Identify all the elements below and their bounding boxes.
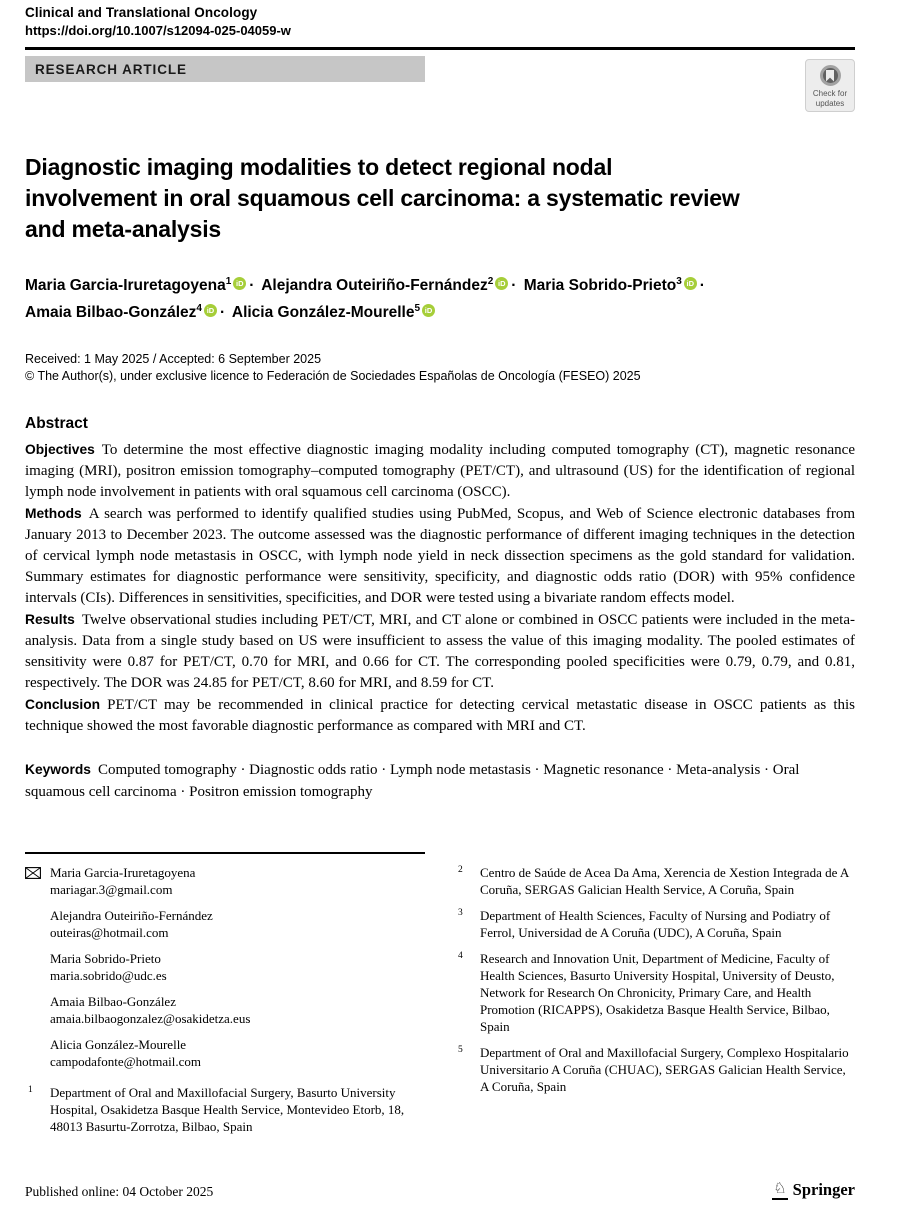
affiliation-number: 2 <box>458 865 463 875</box>
orcid-icon[interactable]: iD <box>495 277 508 290</box>
correspondence-entry <box>25 993 425 1027</box>
affiliation-text: Research and Innovation Unit, Department of Medicine, Faculty of Health Sciences, Basurto University Hospital, University of Deusto, Network for Research On Chronicity, Primary Care, and Health Promotion (RICAPPS), Osakidetza Basque Health Service, Bilbao, Spain <box>480 951 835 1034</box>
header-rule <box>25 47 855 50</box>
correspondence-email[interactable]: outeiras@hotmail.com <box>50 925 169 940</box>
bookmark-icon <box>820 65 841 86</box>
affiliation-5 <box>455 1044 855 1095</box>
author-4: Amaia Bilbao-González$^4$ iD <box>25 304 217 321</box>
abstract-methods: Methods A search was performed to identify qualified studies using PubMed, Scopus, and Web of Science electronic databases from January 2013 to December 2023. The outcome assessed was the diagnostic performance of different imaging techniques in the detection of cervical lymph node metastasis in OSCC, with lymph node yield in neck dissection specimens as the gold standard for validation. Summary estimates for diagnostic performance were sensitivity, specificity, and diagnostic odds ratio (DOR) with 95% confidence intervals (CIs). Differences in sensitivities, specificities, and DOR were tested using a bivariate random effects model. <box>25 506 855 606</box>
affiliation-number: 5 <box>458 1045 463 1055</box>
footnotes <box>25 852 855 1144</box>
abstract-body <box>25 439 855 737</box>
affiliation-4 <box>455 950 855 1035</box>
banner-row <box>25 56 855 110</box>
author-separator: · <box>699 277 705 294</box>
affiliation-number: 1 <box>28 1085 33 1095</box>
correspondence-email[interactable]: maria.sobrido@udc.es <box>50 968 167 983</box>
affiliation-text: Department of Health Sciences, Faculty of Nursing and Podiatry of Ferrol, Universidad de A Coruña (UDC), A Coruña, Spain <box>480 908 831 940</box>
check-for-updates-label: Check for updates <box>812 89 848 108</box>
footnotes-left-column <box>25 852 425 1144</box>
springer-knight-icon: ♘ <box>772 1182 787 1200</box>
conclusion-label: Conclusion <box>25 697 101 712</box>
doi-link[interactable]: https://doi.org/10.1007/s12094-025-04059-w <box>25 23 291 38</box>
check-for-updates-badge[interactable] <box>805 59 855 112</box>
correspondence-name: Maria Garcia-Iruretagoyena <box>50 865 196 880</box>
correspondence-entry <box>25 864 425 898</box>
affiliation-number: 4 <box>458 951 463 961</box>
author-3: Maria Sobrido-Prieto$^3$ iD <box>524 277 697 294</box>
received-accepted-line: Received: 1 May 2025 / Accepted: 6 September 2025 <box>25 352 322 366</box>
article-type-banner <box>25 56 425 82</box>
author-separator: · <box>249 277 255 294</box>
results-label: Results <box>25 612 75 627</box>
correspondence-name: Alejandra Outeiriño-Fernández <box>50 908 213 923</box>
journal-name: Clinical and Translational Oncology <box>25 5 258 20</box>
author-5: Alicia González-Mourelle$^5$ iD <box>232 304 435 321</box>
correspondence-name: Alicia González-Mourelle <box>50 1037 187 1052</box>
affiliation-2 <box>455 864 855 898</box>
correspondence-entry <box>25 907 425 941</box>
author-separator: · <box>219 304 226 321</box>
affiliation-number: 3 <box>458 908 463 918</box>
affiliation-1 <box>25 1084 425 1135</box>
envelope-icon <box>25 866 41 883</box>
objectives-label: Objectives <box>25 442 95 457</box>
published-online-line: Published online: 04 October 2025 <box>25 1184 214 1199</box>
author-2: Alejandra Outeiriño-Fernández$^2$ iD <box>261 277 508 294</box>
title-line-2: involvement in oral squamous cell carcinoma: a systematic review <box>25 185 740 211</box>
abstract-objectives: Objectives To determine the most effective diagnostic imaging modality including computed tomography (CT), magnetic resonance imaging (MRI), positron emission tomography–computed tomography (PET/CT), and ultrasound (US) for the identification of regional lymph node involvement in patients with oral squamous cell carcinoma (OSCC). <box>25 442 855 500</box>
abstract-results: Results Twelve observational studies including PET/CT, MRI, and CT alone or combined in OSCC patients were included in the meta-analysis. Data from a single study based on US were insufficient to assess the value of this imaging modality. The pooled estimates of sensitivity were 0.87 for PET/CT, 0.70 for MRI, and 0.66 for CT. The corresponding pooled specificities were 0.79, 0.79, and 0.81, respectively. The DOR was 24.85 for PET/CT, 8.60 for MRI, and 8.59 for CT. <box>25 612 855 691</box>
title-line-3: and meta-analysis <box>25 216 222 242</box>
abstract-heading: Abstract <box>25 415 88 432</box>
footnotes-right-column <box>455 852 855 1144</box>
affiliation-3 <box>455 907 855 941</box>
abstract-conclusion: Conclusion PET/CT may be recommended in clinical practice for detecting cervical metastatic disease in OSCC patients as this technique showed the most favorable diagnostic performance as compared with MRI and CT. <box>25 697 855 734</box>
springer-wordmark: Springer <box>792 1180 855 1199</box>
springer-logo <box>772 1180 855 1200</box>
orcid-icon[interactable]: iD <box>233 277 246 290</box>
affiliation-text: Centro de Saúde de Acea Da Ama, Xerencia de Xestion Integrada de A Coruña, SERGAS Galician Health Service, A Coruña, Spain <box>480 865 849 897</box>
affiliation-text: Department of Oral and Maxillofacial Surgery, Complexo Hospitalario Universitario A Coruña (CHUAC), SERGAS Galician Health Service, A Coruña, Spain <box>480 1045 849 1094</box>
orcid-icon[interactable]: iD <box>204 304 217 317</box>
page-footer <box>25 1180 855 1200</box>
correspondence-name: Maria Sobrido-Prieto <box>50 951 161 966</box>
keywords-line: Keywords Computed tomography · Diagnostic odds ratio · Lymph node metastasis · Magnetic resonance · Meta-analysis · Oral squamous cell carcinoma · Positron emission tomography <box>25 762 800 800</box>
correspondence-email[interactable]: amaia.bilbaogonzalez@osakidetza.eus <box>50 1011 251 1026</box>
copyright-line: © The Author(s), under exclusive licence to Federación de Sociedades Españolas de Oncología (FESEO) 2025 <box>25 369 641 383</box>
correspondence-email[interactable]: campodafonte@hotmail.com <box>50 1054 201 1069</box>
keywords-label: Keywords <box>25 762 91 777</box>
title-line-1: Diagnostic imaging modalities to detect regional nodal <box>25 154 613 180</box>
author-1: Maria Garcia-Iruretagoyena$^1$ iD <box>25 277 246 294</box>
orcid-icon[interactable]: iD <box>422 304 435 317</box>
author-separator: · <box>511 277 517 294</box>
correspondence-entry <box>25 950 425 984</box>
orcid-icon[interactable]: iD <box>684 277 697 290</box>
methods-label: Methods <box>25 506 82 521</box>
affiliation-text: Department of Oral and Maxillofacial Surgery, Basurto University Hospital, Osakidetza Basque Health Service, Montevideo Etorb, 18, 48013 Basurtu-Zorrotza, Bilbao, Spain <box>50 1085 405 1134</box>
correspondence-name: Amaia Bilbao-González <box>50 994 176 1009</box>
page-title <box>25 152 855 245</box>
correspondence-email[interactable]: mariagar.3@gmail.com <box>50 882 173 897</box>
author-list <box>25 270 825 324</box>
correspondence-entry <box>25 1036 425 1070</box>
article-type-label: RESEARCH ARTICLE <box>35 61 187 77</box>
